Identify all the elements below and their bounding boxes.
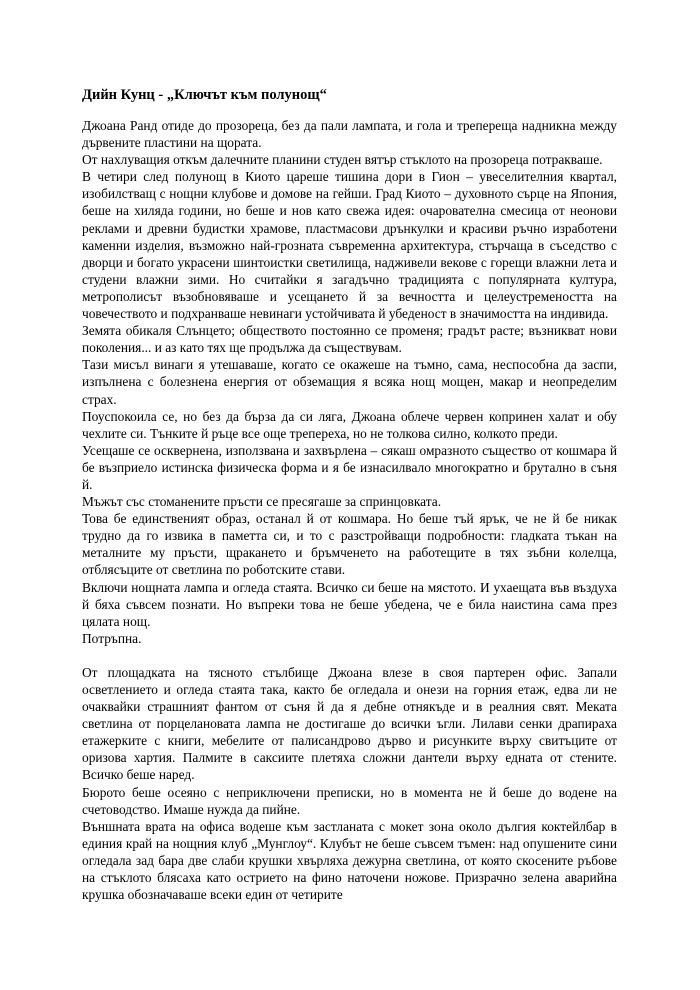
document-body bbox=[82, 117, 617, 903]
paragraph: Включи нощната лампа и огледа стаята. Всичко си беше на мястото. И ухаещата във въздуха й бяха съвсем познати. Но въпреки това не беше убедена, че е била наистина сама през цялата нощ. bbox=[82, 579, 617, 629]
paragraph: Потръпна. bbox=[82, 630, 142, 646]
paragraph: Земята обикаля Слънцето; обществото постоянно се променя; градът расте; възникват нови поколения... и аз като тях ще продължа да съществувам. bbox=[82, 323, 617, 356]
paragraph: Това бе единственият образ, останал й от кошмара. Но беше тъй ярък, че не й бе никак трудно да го извика в паметта си, и то с разстройващи подробности: гладката тъкан на металните му пръсти, щракането и бръмченето на работещите в тях зъбни колелца, отблясъците от светлина по роботските стави. bbox=[82, 511, 617, 578]
paragraph: Джоана Ранд отиде до прозореца, без да пали лампата, и гола и трепереща надникна между дървените пластини на щората. bbox=[82, 118, 617, 151]
paragraph: Тази мисъл винаги я утешаваше, когато се окажеше на тъмно, сама, неспособна да заспи, изпълнена с болезнена енергия от обземащия я всяка нощ мощен, макар и неопределим страх. bbox=[82, 357, 617, 407]
paragraph: Външната врата на офиса водеше към застланата с мокет зона около дългия коктейлбар в единия край на нощния клуб „Мунглоу“. Клубът не беше съвсем тъмен: над опушените сини огледала зад бара две слаби крушки хвърляха дежурна светлина, от която скосените ръбове на стъклото блясаха като острието на фино наточени ножове. Призрачно зелена аварийна крушка обозначаваше всеки един от четирите bbox=[82, 818, 617, 903]
paragraph: Поуспокоила се, но без да бърза да си ляга, Джоана облече червен копринен халат и обу чехлите си. Тънките й ръце все още трепереха, но не толкова силно, колкото преди. bbox=[82, 408, 617, 441]
paragraph: Усещаше се осквернена, използвана и захвърлена – сякаш омразното същество от кошмара й бе възприело истинска физическа форма и я бе изнасилвало многократно и брутално в съня й. bbox=[82, 442, 617, 492]
paragraph: От площадката на тясното стълбище Джоана влезе в своя партерен офис. Запали осветлението и огледа стаята така, както бе огледала и онези на горния етаж, едва ли не очаквайки страшният фантом от съня й да я дебне отнякъде и в реалния свят. Меката светлина от порцелановата лампа не достигаше до всички ъгли. Лилави сенки драпираха етажерките с книги, мебелите от палисандрово дърво и рисунките върху свитъците от оризова хартия. Палмите в саксиите плетяха сложни дантели върху едната от стените. Всичко беше наред. bbox=[82, 664, 617, 783]
paragraph: От нахлуващия откъм далечните планини студен вятър стъклото на прозореца потракваше. bbox=[82, 152, 603, 168]
document-title: Дийн Кунц - „Ключът към полунощ“ bbox=[82, 87, 327, 103]
paragraph: В четири след полунощ в Киото цареше тишина дори в Гион – увеселителния квартал, изобилстващ с нощни клубове и домове на гейши. Град Киото – духовното сърце на Япония, беше на хиляда години, но беше и нов като свежа идея: очарователна смесица от неонови реклами и древни будистки храмове, пластмасови дрънкулки и красиви ръчно изработени каменни изделия, възможно най-грозната съвременна архитектура, стърчаща в съседство с дворци и богато украсени шинтоистки светилища, надживели векове с горещи влажни лета и студени влажни зими. Но считайки я загадъчно традицията с популярната култура, метрополисът възобновяваше и усещането й за вечността и целеустремеността на човечеството и подхранваше невинаги устойчивата й убеденост в значимостта на индивида. bbox=[82, 169, 617, 322]
paragraph: Мъжът със стоманените пръсти се пресягаше за спринцовката. bbox=[82, 494, 442, 510]
paragraph: Бюрото беше осеяно с неприключени преписки, но в момента не й беше до водене на счетоводство. Имаше нужда да пийне. bbox=[82, 784, 617, 817]
